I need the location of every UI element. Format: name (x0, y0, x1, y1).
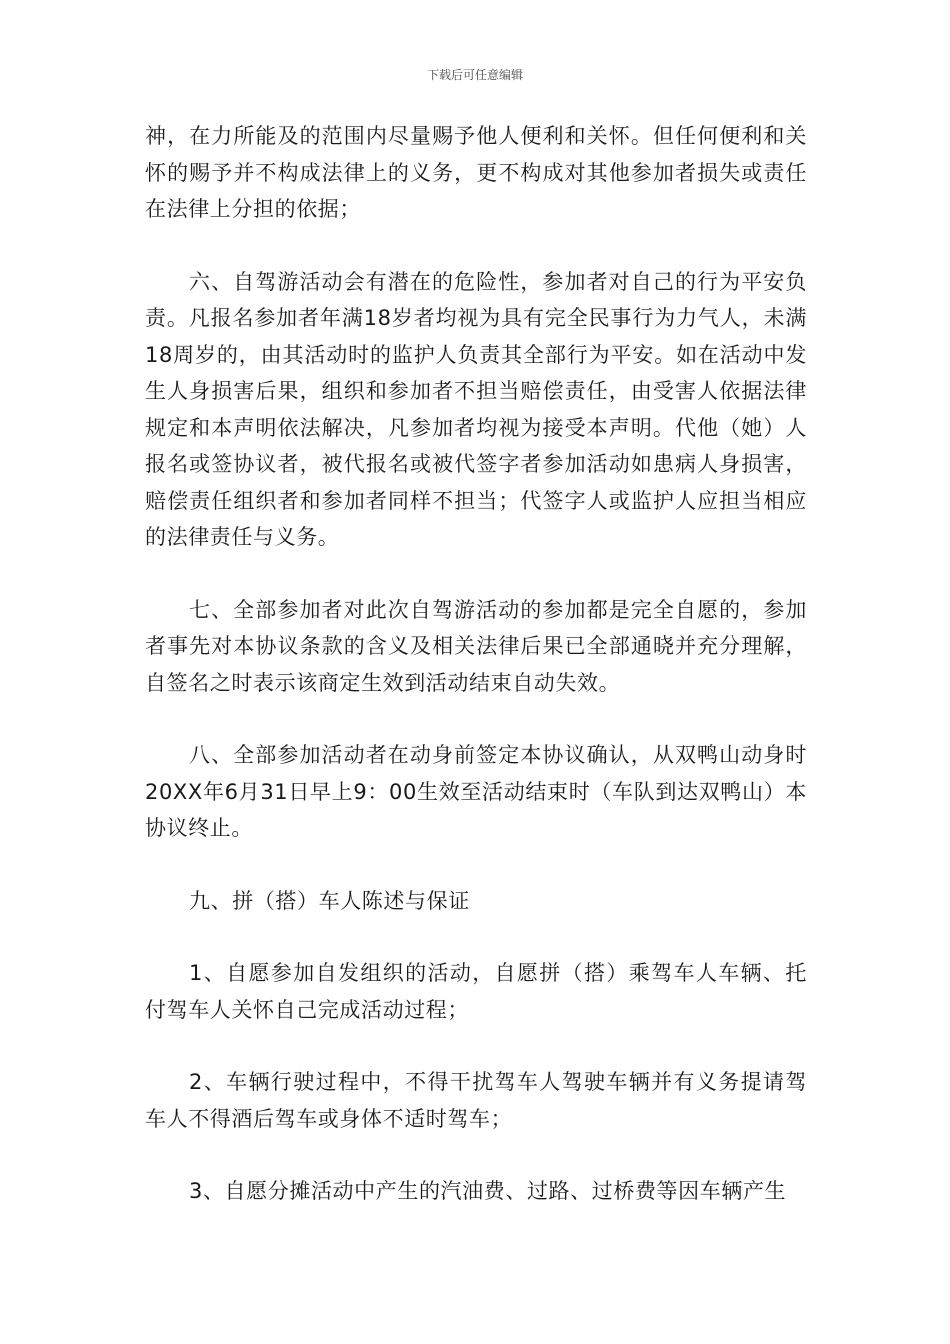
paragraph-continuation: 神，在力所能及的范围内尽量赐予他人便利和关怀。但任何便利和关怀的赐予并不构成法律上的义务，更不构成对其他参加者损失或责任在法律上分担的依据； (145, 124, 807, 221)
header-note: 下载后可任意编辑 (426, 68, 523, 82)
document-body (145, 118, 807, 1246)
paragraph-item-1: 1、自愿参加自发组织的活动，自愿拼（搭）乘驾车人车辆、托付驾车人关怀自己完成活动过程； (145, 961, 807, 1022)
paragraph-clause-6: 六、自驾游活动会有潜在的危险性，参加者对自己的行为平安负责。凡报名参加者年满18岁者均视为具有完全民事行为力气人，未满18周岁的，由其活动时的监护人负责其全部行为平安。如在活动中发生人身损害后果，组织和参加者不担当赔偿责任，由受害人依据法律规定和本声明依法解决，凡参加者均视为接受本声明。代他（她）人报名或签协议者，被代报名或被代签字者参加活动如患病人身损害，赔偿责任组织者和参加者同样不担当；代签字人或监护人应担当相应的法律责任与义务。 (145, 269, 807, 549)
paragraph-clause-9-heading: 九、拼（搭）车人陈述与保证 (189, 888, 470, 913)
paragraph-item-3: 3、自愿分摊活动中产生的汽油费、过路、过桥费等因车辆产生 (189, 1179, 787, 1203)
paragraph-clause-7: 七、全部参加者对此次自驾游活动的参加都是完全自愿的，参加者事先对本协议条款的含义及相关法律后果已全部通晓并充分理解，自签名之时表示该商定生效到活动结束自动失效。 (145, 597, 807, 695)
paragraph-clause-8: 八、全部参加活动者在动身前签定本协议确认，从双鸭山动身时20XX年6月31日早上9：00生效至活动结束时（车队到达双鸭山）本协议终止。 (145, 743, 807, 840)
paragraph-item-2: 2、车辆行驶过程中，不得干扰驾车人驾驶车辆并有义务提请驾车人不得酒后驾车或身体不适时驾车； (145, 1070, 807, 1131)
